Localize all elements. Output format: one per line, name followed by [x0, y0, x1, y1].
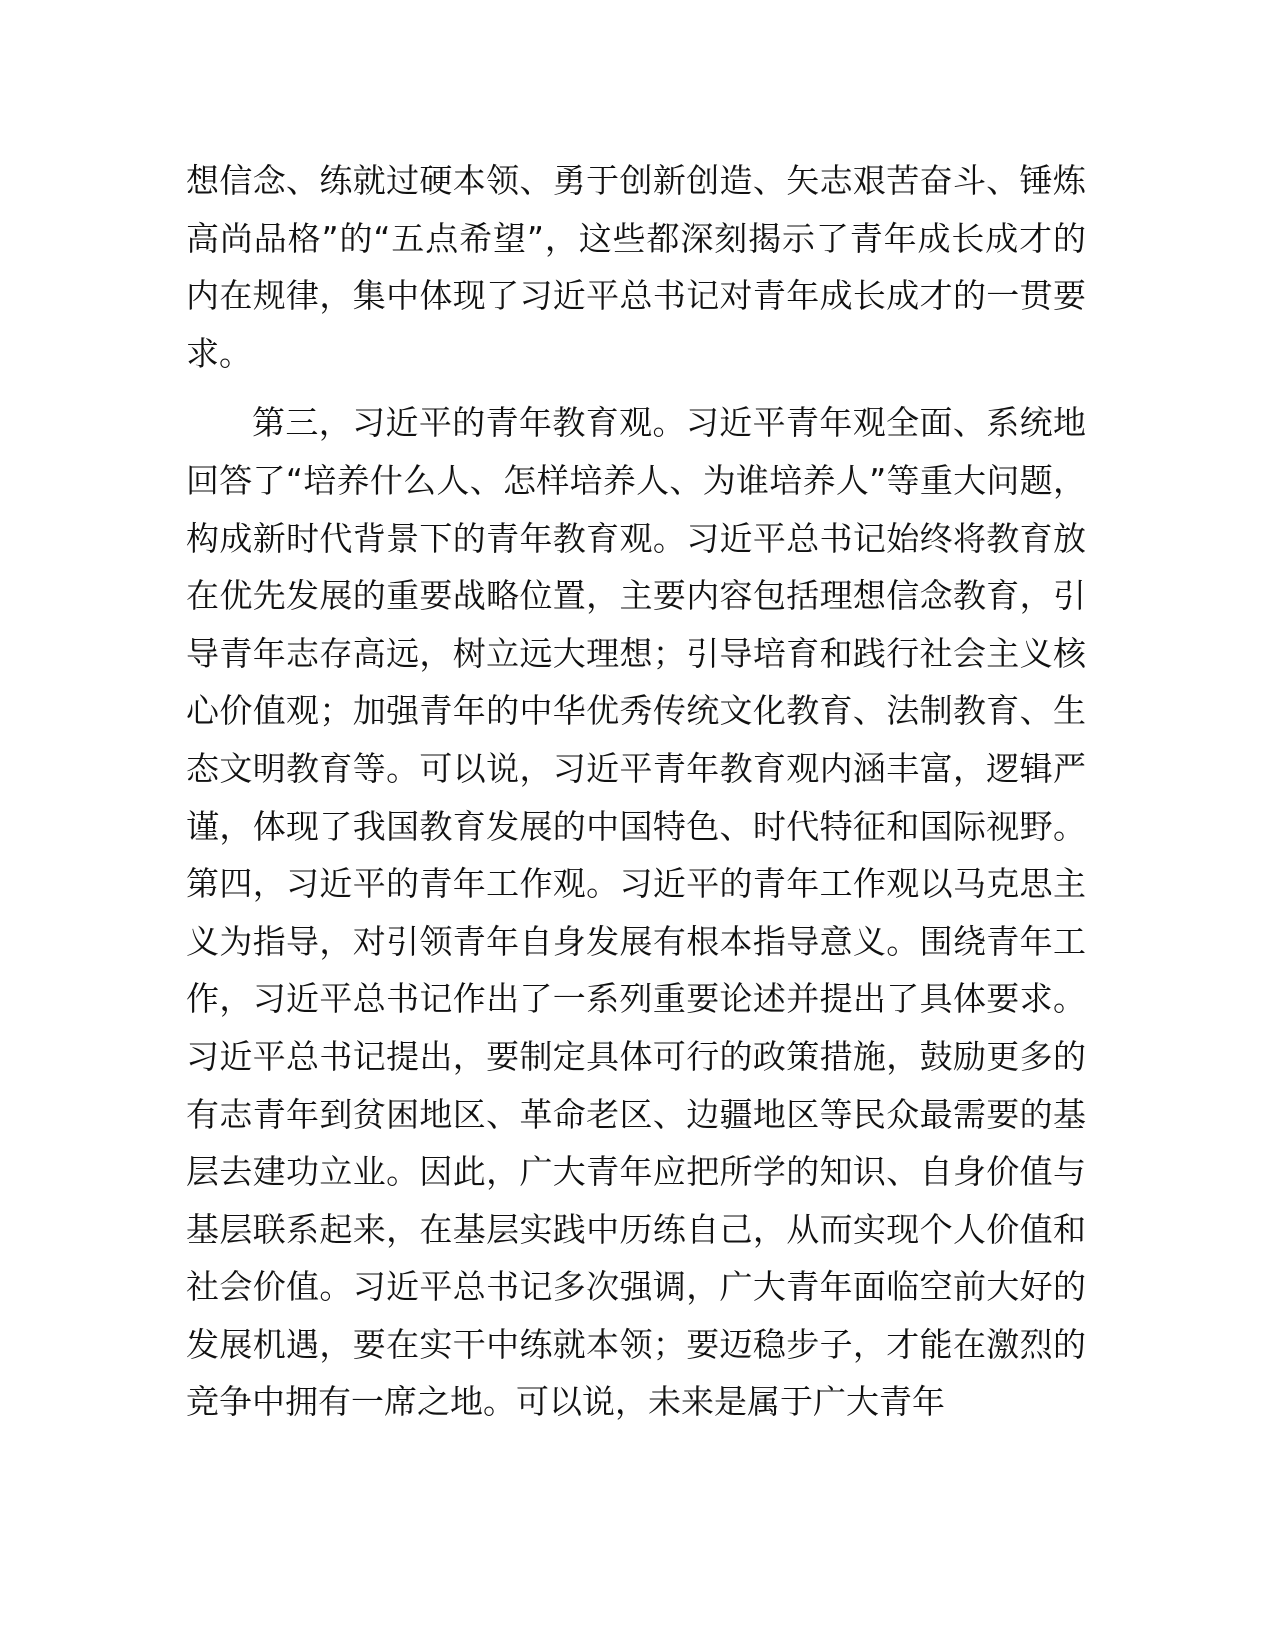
paragraph-youth-education: 第三，习近平的青年教育观。习近平青年观全面、系统地回答了“培养什么人、怎样培养人、为谁培养人”等重大问题，构成新时代背景下的青年教育观。习近平总书记始终将教育放在优先发展的重要战略位置，主要内容包括理想信念教育，引导青年志存高远，树立远大理想；引导培育和践行社会主义核心价值观；加强青年的中华优秀传统文化教育、法制教育、生态文明教育等。可以说，习近平青年教育观内涵丰富，逻辑严谨，体现了我国教育发展的中国特色、时代特征和国际视野。第四，习近平的青年工作观。习近平的青年工作观以马克思主义为指导，对引领青年自身发展有根本指导意义。围绕青年工作，习近平总书记作出了一系列重要论述并提出了具体要求。习近平总书记提出，要制定具体可行的政策措施，鼓励更多的有志青年到贫困地区、革命老区、边疆地区等民众最需要的基层去建功立业。因此，广大青年应把所学的知识、自身价值与基层联系起来，在基层实践中历练自己，从而实现个人价值和社会价值。习近平总书记多次强调，广大青年面临空前大好的发展机遇，要在实干中练就本领；要迈稳步子，才能在激烈的竞争中拥有一席之地。可以说，未来是属于广大青年: [186, 403, 1086, 1422]
document-body: [186, 152, 1086, 1431]
paragraph-continued: 想信念、练就过硬本领、勇于创新创造、矢志艰苦奋斗、锤炼高尚品格”的“五点希望”，这些都深刻揭示了青年成长成才的内在规律，集中体现了习近平总书记对青年成长成才的一贯要求。: [186, 161, 1086, 373]
